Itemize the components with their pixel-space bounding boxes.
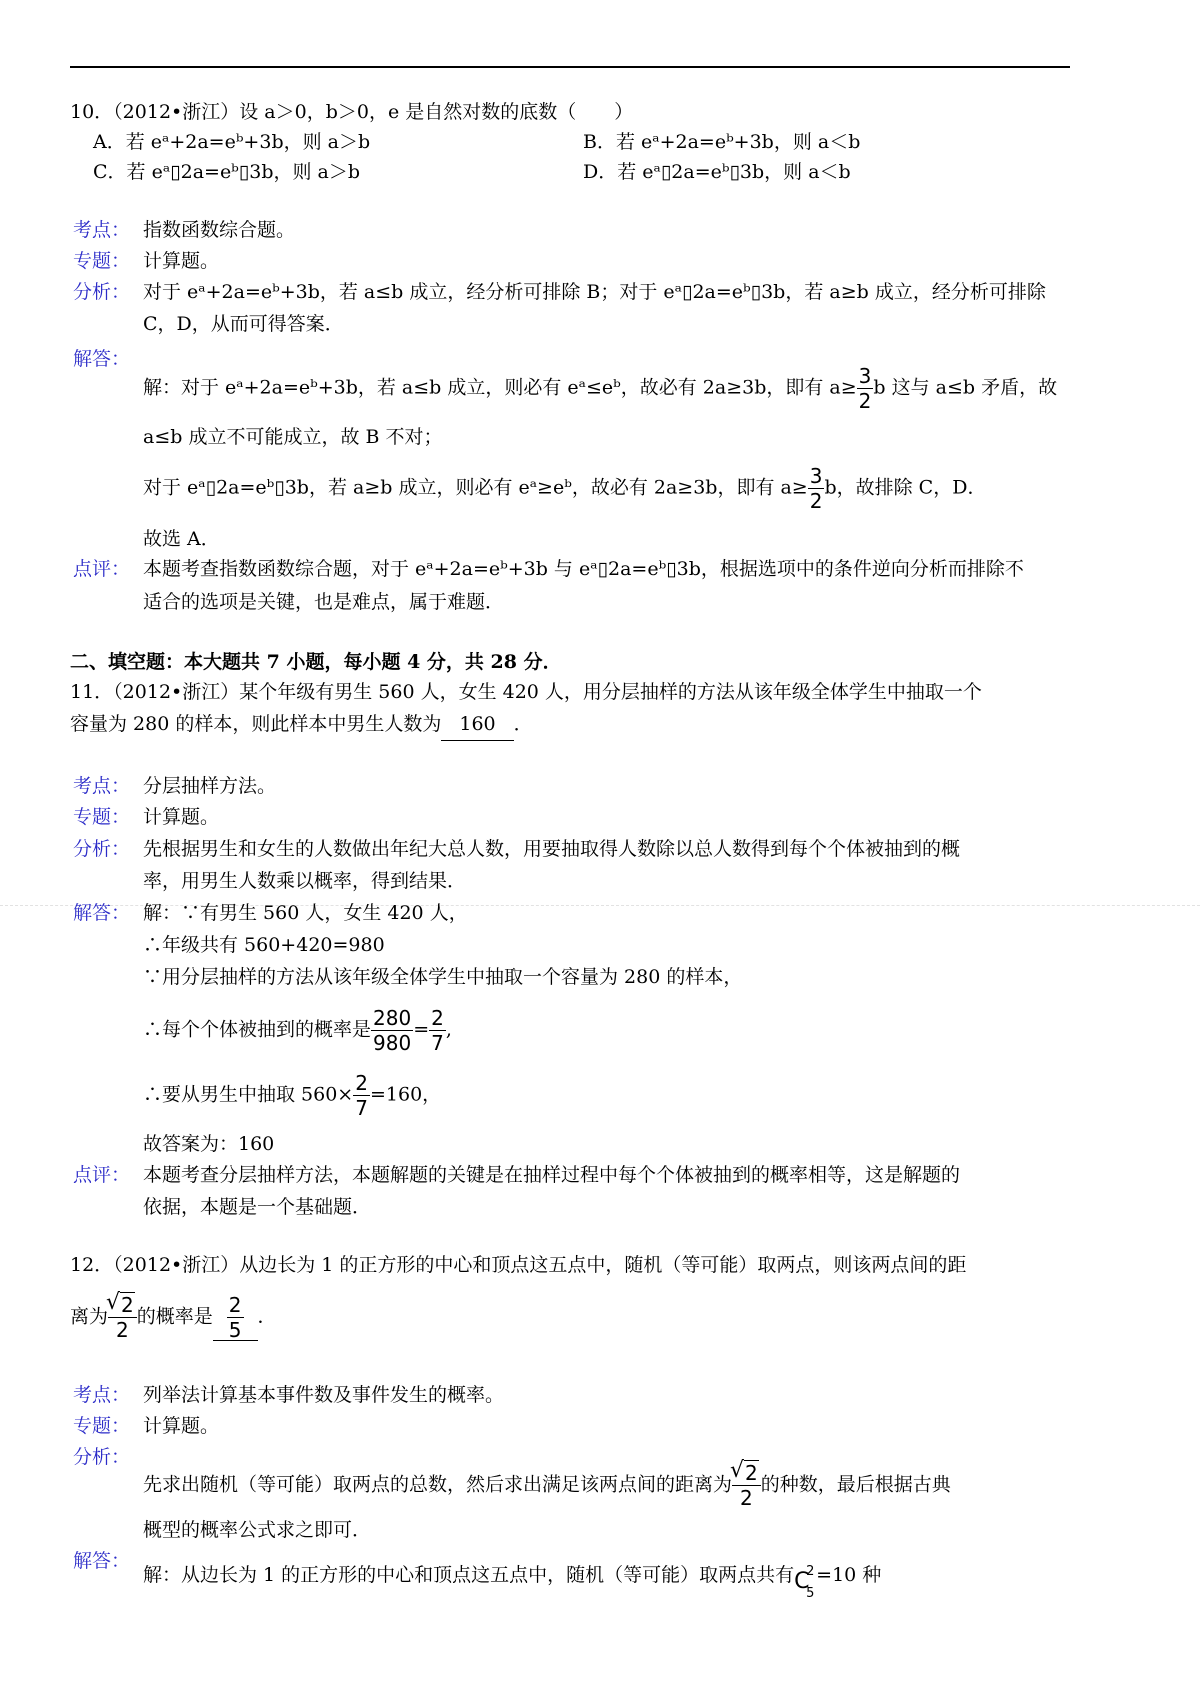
q11-solution-line3: ∵用分层抽样的方法从该年级全体学生中抽取一个容量为 280 的样本，	[143, 966, 743, 988]
q11-stem-line2: 容量为 280 的样本，则此样本中男生人数为 160 ．	[70, 708, 533, 741]
fraction-two-sevenths: $\frac{2}{7}$	[355, 1071, 368, 1120]
q11-jieda-label: 解答：	[73, 902, 131, 924]
q12-solution-line1: 解：从边长为 1 的正方形的中心和顶点这五点中，随机（等可能）取两点共有 C 2 5 =10 种	[143, 1556, 881, 1596]
q10-solution-line3: 对于 eᵃ▯2a=eᵇ▯3b，若 a≥b 成立，则必有 eᵃ≥eᵇ，故必有 2a≥3b，即有 a≥ $\frac{3}{2}$ b，故排除 C，D．	[143, 464, 987, 513]
q11-answer: 160	[441, 708, 513, 741]
q12-fenxi-label: 分析：	[73, 1446, 131, 1468]
q11-solution-line4: ∴每个个体被抽到的概率是 $\frac{280}{980}$ = $\frac{2}{7}$ ,	[143, 1006, 452, 1055]
q11-solution-line1: 解：∵有男生 560 人，女生 420 人，	[143, 902, 468, 924]
q10-stem: 10．（2012•浙江）设 a＞0，b＞0，e 是自然对数的底数（ ）	[70, 101, 634, 123]
fraction-root2-over-2: √ $\frac{2}{2}$	[108, 1295, 137, 1340]
fraction-three-halves: $\frac{3}{2}$	[809, 464, 823, 513]
fraction-three-halves: $\frac{3}{2}$	[858, 364, 872, 413]
q11-fenxi-label: 分析：	[73, 838, 131, 860]
q10-dianping-label: 点评：	[73, 558, 131, 580]
sqrt-symbol: √ 2	[734, 1463, 759, 1483]
q12-stem-line2: 离为 √ $\frac{2}{2}$ 的概率是 $\frac{2}{5}$ ．	[70, 1295, 277, 1341]
q11-kaodian: 分层抽样方法。	[143, 775, 277, 797]
q10-option-a: A．若 eᵃ+2a=eᵇ+3b，则 a＞b	[93, 131, 371, 153]
q12-kaodian: 列举法计算基本事件数及事件发生的概率。	[143, 1384, 505, 1406]
q12-answer	[213, 1295, 258, 1341]
q10-kaodian-label: 考点：	[73, 219, 131, 241]
q10-option-b: B．若 eᵃ+2a=eᵇ+3b，则 a＜b	[583, 131, 861, 153]
q11-solution-line5: ∴要从男生中抽取 560× $\frac{2}{7}$ =160，	[143, 1071, 442, 1120]
sqrt-symbol: √ 2	[110, 1295, 135, 1315]
q12-kaodian-label: 考点：	[73, 1384, 131, 1406]
fraction-280-980: $\frac{280}{980}$	[373, 1006, 412, 1055]
q12-zhuanti: 计算题。	[143, 1415, 220, 1437]
q10-option-c: C．若 eᵃ▯2a=eᵇ▯3b，则 a＞b	[93, 161, 361, 183]
q10-zhuanti-label: 专题：	[73, 250, 131, 272]
q10-solution-line2: a≤b 成立不可能成立，故 B 不对；	[143, 426, 443, 448]
q12-fenxi-line2: 概型的概率公式求之即可．	[143, 1519, 372, 1541]
q11-kaodian-label: 考点：	[73, 775, 131, 797]
q10-kaodian: 指数函数综合题。	[143, 219, 296, 241]
q11-solution-line6: 故答案为：160	[143, 1133, 275, 1155]
q12-stem-line1: 12．（2012•浙江）从边长为 1 的正方形的中心和顶点这五点中，随机（等可能）取两点，则该两点间的距	[70, 1254, 967, 1276]
fraction-root2-over-2: √ $\frac{2}{2}$	[732, 1463, 761, 1508]
q10-zhuanti: 计算题。	[143, 250, 220, 272]
header-rule	[70, 66, 1070, 68]
q11-zhuanti: 计算题。	[143, 806, 220, 828]
q10-fenxi-line2: C，D，从而可得答案．	[143, 313, 344, 335]
fraction-two-fifths: $\frac{2}{5}$	[228, 1293, 242, 1342]
q11-fenxi-line1: 先根据男生和女生的人数做出年纪大总人数，用要抽取得人数除以总人数得到每个个体被抽到的概	[143, 838, 961, 860]
q10-jieda-label: 解答：	[73, 348, 131, 370]
section-title: 二、填空题：本大题共 7 小题，每小题 4 分，共 28 分．	[70, 651, 562, 673]
q10-option-d: D．若 eᵃ▯2a=eᵇ▯3b，则 a＜b	[583, 161, 851, 183]
q12-jieda-label: 解答：	[73, 1550, 131, 1572]
q10-dianping-line1: 本题考查指数函数综合题，对于 eᵃ+2a=eᵇ+3b 与 eᵃ▯2a=eᵇ▯3b，根据选项中的条件逆向分析而排除不	[143, 558, 1024, 580]
q12-zhuanti-label: 专题：	[73, 1415, 131, 1437]
q11-dianping-line1: 本题考查分层抽样方法，本题解题的关键是在抽样过程中每个个体被抽到的概率相等，这是解题的	[143, 1164, 961, 1186]
q11-dianping-line2: 依据，本题是一个基础题．	[143, 1196, 372, 1218]
q10-solution-line4: 故选 A．	[143, 528, 220, 550]
q10-solution-line1: 解：对于 eᵃ+2a=eᵇ+3b，若 a≤b 成立，则必有 eᵃ≤eᵇ，故必有 2a≥3b，即有 a≥ $\frac{3}{2}$ b 这与 a≤b 矛盾，故	[143, 364, 1058, 413]
q11-stem-line1: 11．（2012•浙江）某个年级有男生 560 人，女生 420 人，用分层抽样的方法从该年级全体学生中抽取一个	[70, 681, 982, 703]
q11-dianping-label: 点评：	[73, 1164, 131, 1186]
q11-solution-line2: ∴年级共有 560+420=980	[143, 934, 385, 956]
q12-fenxi-line1: 先求出随机（等可能）取两点的总数，然后求出满足该两点间的距离为 √ $\frac{2}{2}$ 的种数，最后根据古典	[143, 1463, 951, 1508]
q10-fenxi-label: 分析：	[73, 281, 131, 303]
q10-dianping-line2: 适合的选项是关键，也是难点，属于难题．	[143, 591, 505, 613]
q11-fenxi-line2: 率，用男生人数乘以概率，得到结果．	[143, 870, 467, 892]
q11-zhuanti-label: 专题：	[73, 806, 131, 828]
fraction-two-sevenths: $\frac{2}{7}$	[431, 1006, 444, 1055]
combination-symbol: C 2 5	[794, 1564, 815, 1601]
q10-fenxi-line1: 对于 eᵃ+2a=eᵇ+3b，若 a≤b 成立，经分析可排除 B；对于 eᵃ▯2a=eᵇ▯3b，若 a≥b 成立，经分析可排除	[143, 281, 1046, 303]
